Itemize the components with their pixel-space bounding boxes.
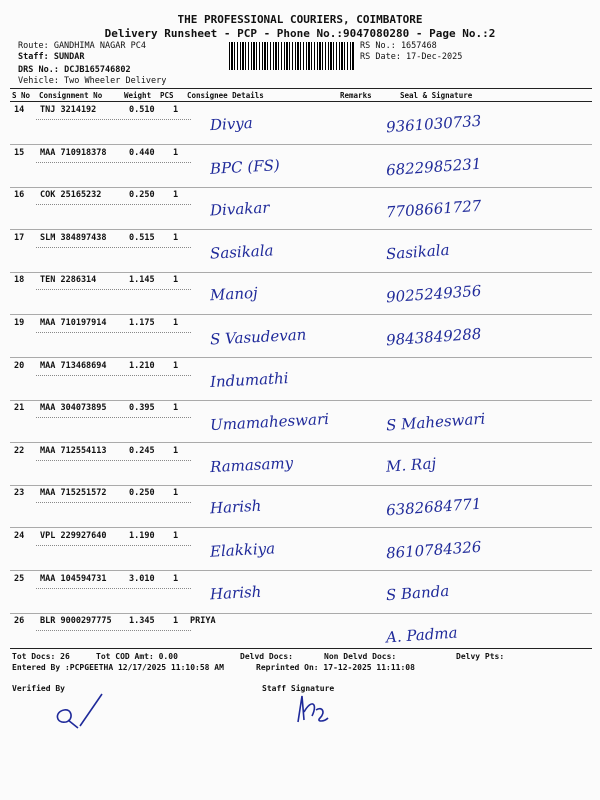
row-pcs: 1 [173, 148, 179, 158]
row-weight: 1.210 [129, 361, 155, 371]
row-sno: 26 [14, 616, 25, 626]
handwritten-signature: A. Padma [385, 623, 459, 647]
row-separator [10, 485, 592, 486]
row-separator [10, 272, 592, 273]
delivery-points: Delvy Pts: [456, 652, 505, 661]
row-separator [10, 570, 592, 571]
row-pcs: 1 [173, 403, 179, 413]
row-separator [10, 613, 592, 614]
row-separator [10, 187, 592, 188]
handwritten-consignee: Umamaheswari [209, 409, 330, 435]
row-pcs: 1 [173, 446, 179, 456]
handwritten-consignee: Harish [209, 582, 262, 604]
row-separator [10, 314, 592, 315]
row-pcs: 1 [173, 275, 179, 285]
handwritten-signature: 6822985231 [385, 154, 482, 180]
row-consignment-no: TNJ 3214192 [40, 105, 97, 115]
col-consignee: Consignee Details [187, 91, 264, 100]
row-pcs: 1 [173, 105, 179, 115]
handwritten-consignee: S Vasudevan [209, 325, 307, 349]
route: Route: GANDHIMA NAGAR PC4 [18, 41, 146, 51]
row-consignment-no: MAA 713468694 [40, 361, 107, 371]
rs-number: RS No.: 1657468 [360, 41, 437, 51]
row-sno: 17 [14, 233, 25, 243]
handwritten-signature: M. Raj [385, 454, 437, 476]
row-dotted-line [36, 417, 191, 418]
row-weight: 0.250 [129, 190, 155, 200]
row-dotted-line [36, 332, 191, 333]
handwritten-signature: S Maheswari [385, 409, 486, 435]
handwritten-signature: S Banda [385, 581, 450, 605]
drs-label: DRS No.: [18, 65, 59, 75]
handwritten-consignee: Divya [209, 113, 254, 135]
row-sno: 22 [14, 446, 25, 456]
staff-signature-mark [288, 692, 336, 728]
row-pcs: 1 [173, 616, 179, 626]
col-seal: Seal & Signature [400, 91, 473, 100]
handwritten-signature: 9843849288 [385, 324, 482, 350]
row-dotted-line [36, 630, 191, 631]
row-consignment-no: MAA 712554113 [40, 446, 107, 456]
row-consignment-no: MAA 304073895 [40, 403, 107, 413]
row-sno: 18 [14, 275, 25, 285]
row-sno: 14 [14, 105, 25, 115]
barcode [229, 42, 354, 70]
handwritten-signature: 9025249356 [385, 281, 482, 307]
row-consignment-no: MAA 715251572 [40, 488, 107, 498]
col-sno: S No [12, 91, 31, 100]
row-sno: 15 [14, 148, 25, 158]
row-weight: 0.250 [129, 488, 155, 498]
row-consignment-no: VPL 229927640 [40, 531, 107, 541]
row-dotted-line [36, 588, 191, 589]
row-weight: 1.175 [129, 318, 155, 328]
handwritten-consignee: BPC (FS) [209, 156, 281, 178]
row-pcs: 1 [173, 233, 179, 243]
footer-line [10, 648, 592, 649]
staff-signature-label: Staff Signature [262, 684, 335, 693]
reprinted-on: Reprinted On: 17-12-2025 11:11:08 [256, 663, 415, 672]
row-pcs: 1 [173, 531, 179, 541]
row-consignment-no: MAA 104594731 [40, 574, 107, 584]
handwritten-consignee: Indumathi [209, 368, 289, 392]
row-consignment-no: MAA 710197914 [40, 318, 107, 328]
handwritten-consignee: Ramasamy [209, 453, 294, 477]
row-weight: 1.190 [129, 531, 155, 541]
row-sno: 16 [14, 190, 25, 200]
col-remarks: Remarks [340, 91, 372, 100]
delivered-docs: Delvd Docs: [240, 652, 293, 661]
row-dotted-line [36, 119, 191, 120]
vehicle: Vehicle: Two Wheeler Delivery [18, 76, 167, 86]
row-weight: 3.010 [129, 574, 155, 584]
row-weight: 0.515 [129, 233, 155, 243]
verifier-signature [50, 690, 110, 732]
header-line-top [10, 88, 592, 89]
row-dotted-line [36, 162, 191, 163]
col-consignment: Consignment No [39, 91, 103, 100]
row-weight: 0.245 [129, 446, 155, 456]
row-separator [10, 229, 592, 230]
row-consignment-no: MAA 710918378 [40, 148, 107, 158]
row-dotted-line [36, 502, 191, 503]
row-weight: 0.395 [129, 403, 155, 413]
row-consignee-printed: PRIYA [190, 616, 216, 626]
row-weight: 0.510 [129, 105, 155, 115]
row-dotted-line [36, 375, 191, 376]
row-pcs: 1 [173, 574, 179, 584]
row-consignment-no: COK 25165232 [40, 190, 102, 200]
row-separator [10, 527, 592, 528]
runsheet-subtitle: Delivery Runsheet - PCP - Phone No.:9047080280 - Page No.:2 [104, 27, 496, 40]
row-consignment-no: BLR 9000297775 [40, 616, 112, 626]
drs-value: DCJB165746802 [64, 65, 131, 75]
row-sno: 23 [14, 488, 25, 498]
row-dotted-line [36, 247, 191, 248]
row-separator [10, 357, 592, 358]
handwritten-consignee: Divakar [209, 198, 270, 220]
handwritten-signature: 9361030733 [385, 111, 482, 137]
col-weight: Weight [124, 91, 152, 100]
row-separator [10, 442, 592, 443]
row-sno: 21 [14, 403, 25, 413]
row-pcs: 1 [173, 318, 179, 328]
row-dotted-line [36, 204, 191, 205]
row-consignment-no: SLM 384897438 [40, 233, 107, 243]
row-dotted-line [36, 460, 191, 461]
row-weight: 1.145 [129, 275, 155, 285]
rs-date: RS Date: 17-Dec-2025 [360, 52, 463, 62]
row-sno: 25 [14, 574, 25, 584]
staff: Staff: SUNDAR [18, 52, 85, 62]
company-title: THE PROFESSIONAL COURIERS, COIMBATORE [177, 13, 423, 26]
drs-number [18, 65, 131, 76]
handwritten-signature: Sasikala [385, 240, 451, 264]
verified-by-label: Verified By [12, 684, 65, 693]
non-delivered-docs: Non Delvd Docs: [324, 652, 397, 661]
row-separator [10, 144, 592, 145]
handwritten-signature: 8610784326 [385, 537, 482, 563]
row-weight: 1.345 [129, 616, 155, 626]
handwritten-signature: 7708661727 [385, 196, 482, 222]
col-pcs: PCS [160, 91, 174, 100]
row-dotted-line [36, 289, 191, 290]
row-sno: 20 [14, 361, 25, 371]
handwritten-signature: 6382684771 [385, 494, 482, 520]
row-dotted-line [36, 545, 191, 546]
total-cod: Tot COD Amt: 0.00 [96, 652, 178, 661]
total-docs: Tot Docs: 26 [12, 652, 70, 661]
handwritten-consignee: Elakkiya [209, 539, 276, 561]
row-sno: 19 [14, 318, 25, 328]
handwritten-consignee: Manoj [209, 283, 259, 305]
entered-by: Entered By :PCPGEETHA 12/17/2025 11:10:58 AM [12, 663, 224, 672]
row-consignment-no: TEN 2286314 [40, 275, 97, 285]
row-weight: 0.440 [129, 148, 155, 158]
header-line-bottom [10, 101, 592, 102]
handwritten-consignee: Sasikala [209, 241, 274, 263]
row-separator [10, 400, 592, 401]
row-pcs: 1 [173, 361, 179, 371]
row-pcs: 1 [173, 190, 179, 200]
row-sno: 24 [14, 531, 25, 541]
handwritten-consignee: Harish [209, 496, 262, 518]
row-pcs: 1 [173, 488, 179, 498]
